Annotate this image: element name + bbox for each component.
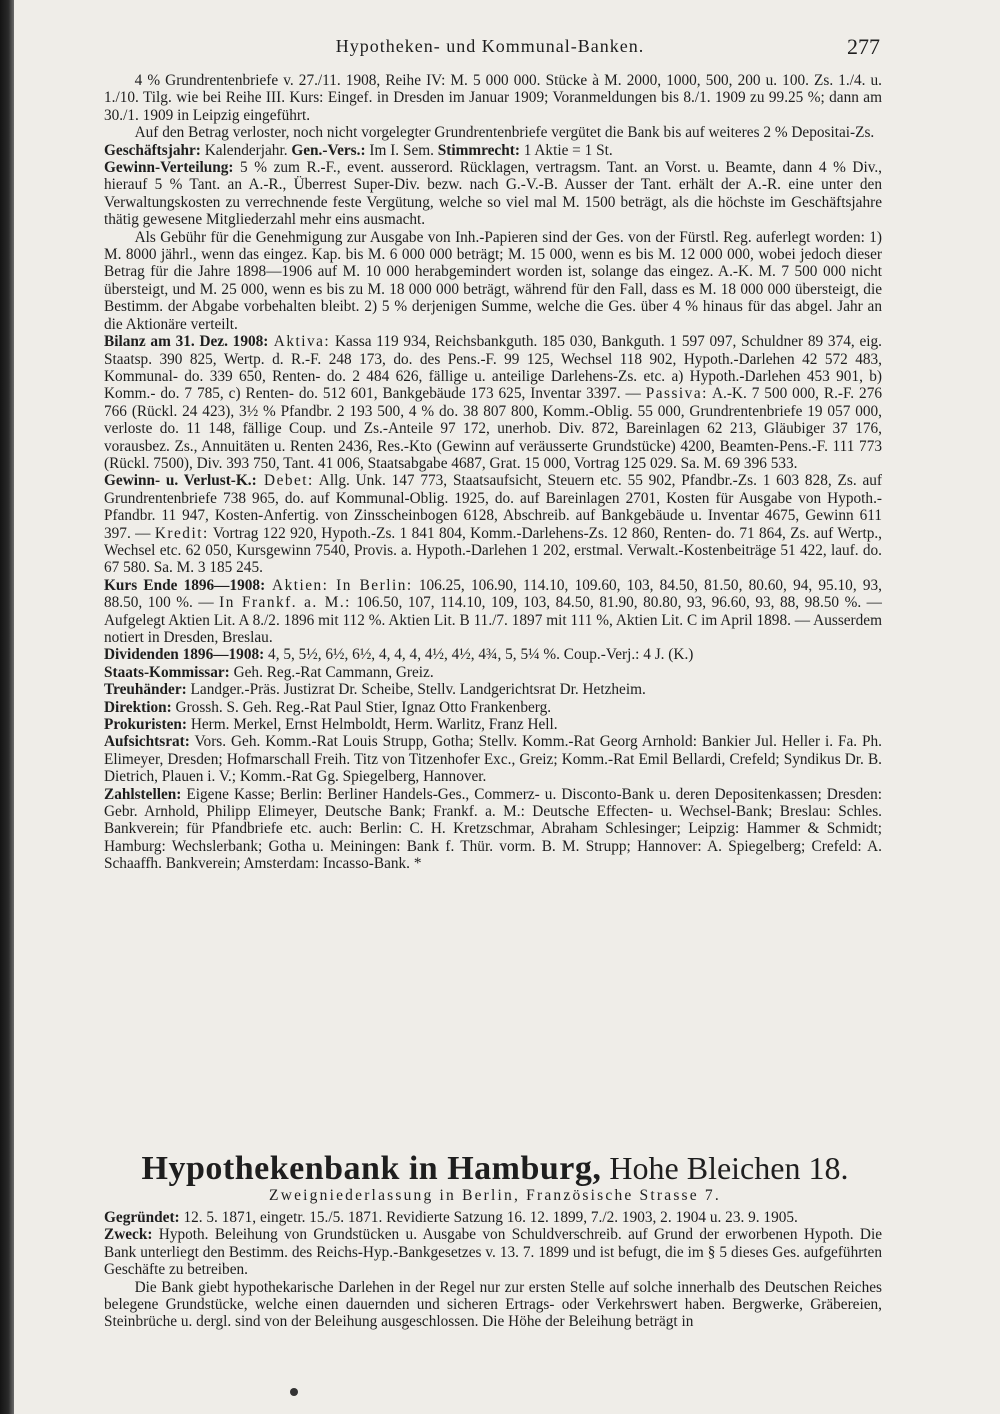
label-direktion: Direktion: [104,698,172,716]
label-gen-vers: Gen.-Vers.: [291,141,366,159]
paragraph-zweck [104,1226,882,1278]
text-gegruendet: 12. 5. 1871, eingetr. 15./5. 1871. Revidierte Satzung 16. 12. 1899, 7./2. 1903, 2. 1904 u. 23. 9. 1905. [179,1209,798,1226]
label-prokuristen: Prokuristen: [104,716,187,734]
paragraph-gewinn-verteilung [104,159,882,229]
label-aufsichtsrat: Aufsichtsrat: [104,733,190,751]
text-kurs-frankfurt: 106.50, 107, 114.10, 109, 103, 84.50, 81.90, 80.80, 93, 96.60, 93, 88, 98.50 %. — Aufgelegt Aktien Lit. A 8./2. 1896 mit 112 %. Aktien Lit. B 11./7. 1897 mit 111 %, Aktien Lit. C im April 1898. — Ausserdem notiert in Dresden, Breslau. [104,594,882,646]
binding-edge [0,0,14,1414]
paragraph-aufsichtsrat [104,733,882,785]
paragraph-direktion [104,699,882,716]
paragraph-gewinn-verlust [104,472,882,576]
text-kurs-berlin: 106.25, 106.90, 114.10, 109.60, 103, 84.50, 81.50, 80.60, 94, 95.10, 93, 88.50, 100 %. — [104,576,882,612]
section-hypothekenbank-hamburg [104,1209,882,1331]
label-dividenden: Dividenden 1896—1908: [104,646,265,664]
paragraph-kurs [104,577,882,647]
company-address: Hohe Bleichen 18. [601,1150,849,1186]
label-kurs-frankfurt: In Frankf. a. M.: [219,594,351,612]
label-treuhaender: Treuhänder: [104,681,187,699]
label-staats-kommissar: Staats-Kommissar: [104,663,230,681]
label-passiva: Passiva: [645,385,708,403]
text-zweck: Hypoth. Beleihung von Grundstücken u. Ausgabe von Schuldverschreib. auf Grund der erworbenen Hypoth. Die Bank unterliegt den Bestimm. des Reichs-Hyp.-Bankgesetzes v. 13. 7. 1899 und ist befugt, die im § 5 dieses Ges. aufgeführten Geschäfte zu betreiben. [104,1226,882,1279]
text-staats-kommissar: Geh. Reg.-Rat Cammann, Greiz. [229,663,434,681]
text-prokuristen: Herm. Merkel, Ernst Helmboldt, Herm. Warlitz, Franz Hell. [187,716,558,734]
label-zweck: Zweck: [104,1226,153,1244]
paragraph-gegruendet [104,1209,882,1226]
company-title [100,1150,890,1188]
text-zahlstellen: Eigene Kasse; Berlin: Berliner Handels-Ges., Commerz- u. Disconto-Bank u. deren Depositenkassen; Dresden: Gebr. Arnhold, Philipp Elimeyer, Deutsche Bank; Frankf. a. M.: Deutsche Effecten- u. Wechsel-Bank; Breslau: Schles. Bankverein; für Pfandbriefe etc. auch: Berlin: C. H. Kretzschmar, Abraham Schlesinger; Leipzig: Hammer & Schmidt; Hamburg: Wechslerbank; Gotha u. Meiningen: Bank f. Thür. vorm. B. M. Strupp; Hannover: A. Spiegelberg; Crefeld: A. Schaaffh. Bankverein; Amsterdam: Incasso-Bank. * [104,785,882,873]
paragraph-gebuehr: Als Gebühr für die Genehmigung zur Ausgabe von Inh.-Papieren sind der Ges. von der Fürstl. Reg. auferlegt worden: 1) M. 8000 jährl., wenn das eingez. Kap. bis M. 6 000 000 beträgt; M. 15 000, wenn es bis M. 12 000 000, wobei jedoch dieser Betrag für die Jahre 1898—1906 auf M. 10 000 herabgemindert worden ist, solange das eingez. A.-K. M. 7 500 000 nicht übersteigt, und M. 25 000, wenn es bis zu M. 18 000 000 beträgt, während für den Fall, dass es M. 18 000 000 übersteigt, die Bestimm. der Abgabe vorbehalten bleibt. 2) 5 % derjenigen Summe, welche die Ges. über 4 % hinaus für das abgel. Jahr an die Aktionäre verteilt. [104,228,882,333]
paragraph-bilanz [104,333,882,472]
page-number: 277 [847,34,880,59]
text-geschaeftsjahr: Kalenderjahr. [200,141,292,159]
paragraph-treuhaender [104,681,882,698]
paragraph-verloste-briefe: Auf den Betrag verloster, noch nicht vorgelegter Grundrentenbriefe vergütet die Bank bis auf weiteres 2 % Depositai-Zs. [134,124,875,142]
paragraph-grundrentenbriefe: 4 % Grundrentenbriefe v. 27./11. 1908, Reihe IV: M. 5 000 000. Stücke à M. 2000, 1000, 500, 200 u. 100. Zs. 1./4. u. 1./10. Tilg. wie bei Reihe III. Kurs: Eingef. in Dresden im Januar 1909; Voranmeldungen bis 8./1. 1909 zu 99.25 %; dann am 30./1. 1909 in Leipzig eingeführt. [104,72,882,124]
text-gen-vers: Im I. Sem. [365,141,438,159]
label-debet: Debet: [256,472,314,490]
text-gewinn-verteilung: 5 % zum R.-F., event. ausserord. Rücklagen, vertragsm. Tant. an Vorst. u. Beamte, dann 4 % Div., hierauf 5 % Tant. an A.-R., Überrest Super-Div. bezw. nach G.-V.-B. Ausser der Tant. erhält der A.-R. eine unter den Verwaltungskosten zu verrechnende feste Vergütung, welche so viel mal M. 1500 beträgt, als die höchste im Geschäftsjahre thätig gewesene Mitgliederzahl mehr eins ausmacht. [104,159,882,229]
label-geschaeftsjahr: Geschäftsjahr: [104,141,201,159]
text-stimmrecht: 1 Aktie = 1 St. [519,141,613,159]
text-aufsichtsrat: Vors. Geh. Komm.-Rat Louis Strupp, Gotha; Stellv. Komm.-Rat Georg Arnhold: Bankier Jul. Heller i. Fa. Ph. Elimeyer, Dresden; Hofmarschall Freih. Titz von Titzenhofer Exc., Greiz; Komm.-Rat Emil Bellardi, Crefeld; Syndikus Dr. B. Dietrich, Plauen i. V.; Komm.-Rat Gg. Spiegelberg, Hannover. [104,733,882,786]
label-gegruendet: Gegründet: [104,1209,180,1226]
text-dividenden: 4, 5, 5½, 6½, 6½, 4, 4, 4, 4½, 4½, 4¾, 5, 5¼ %. Coup.-Verj.: 4 J. (K.) [264,646,694,664]
paragraph-geschaeftsjahr [104,142,882,159]
label-bilanz: Bilanz am 31. Dez. 1908: [104,333,269,351]
page-header [100,34,880,64]
text-kredit: Vortrag 122 920, Hypoth.-Zs. 1 841 804, Komm.-Darlehens-Zs. 12 860, Renten- do. 71 864, Zs. auf Wertp., Wechsel etc. 62 050, Kursgewinn 7540, Provis. a. Hypoth.-Darlehen 1 202, erstmal. Verwalt.-Kostenbeiträge 51 422, lauf. do. 67 580. Sa. M. 3 185 245. [104,524,882,577]
label-kurs-berlin: Aktien: In Berlin: [265,576,413,594]
paragraph-staats-kommissar [104,664,882,681]
section-grundrentenbank [104,72,882,873]
paragraph-zahlstellen [104,786,882,873]
label-kredit: Kredit: [154,524,209,542]
text-passiva: A.-K. 7 500 000, R.-F. 276 766 (Rückl. 24 423), 3½ % Pfandbr. 2 193 500, 4 % do. 38 807 800, Komm.-Oblig. 55 000, Grundrentenbriefe 19 057 000, verloste do. 11 148, fällige Coup. und Zs.-Anteile 97 172, unerhob. Div. 872, Bareinlagen 62 213, Gläubiger 37 176, vorausbez. Zs., Annuitäten u. Renten 2436, Res.-Kto (Gewinn auf veräusserte Grundstücke) 4200, Beamten-Pens.-F. 111 773 (Rückl. 7500), Div. 393 750, Tant. 41 006, Staatsabgabe 4687, Grat. 15 000, Vortrag 125 029. Sa. M. 69 396 533. [104,385,882,472]
label-zahlstellen: Zahlstellen: [104,785,182,803]
ink-speck [290,1388,298,1396]
text-aktiva: Kassa 119 934, Reichsbankguth. 185 030, Bankguth. 1 597 097, Schuldner 89 374, eig. Staatsp. 390 825, Wertp. d. R.-F. 248 173, do. des Pens.-F. 99 125, Wechsel 118 902, Hypoth.-Darlehen 42 572 483, Kommunal- do. 339 650, Renten- do. 2 484 626, fällige u. anteilige Darlehens-Zs. etc. a) Hypoth.-Darlehen 453 901, b) Komm.- do. 7 785, c) Renten- do. 512 601, Bankgebäude 173 625, Inventar 3397. — [104,333,882,403]
company-branch: Zweigniederlassung in Berlin, Französische Strasse 7. [269,1187,721,1204]
label-aktiva: Aktiva: [268,333,331,351]
paragraph-prokuristen [104,716,882,733]
paragraph-dividenden [104,646,882,663]
label-gewinn-verlust: Gewinn- u. Verlust-K.: [104,472,257,490]
text-treuhaender: Landger.-Präs. Justizrat Dr. Scheibe, Stellv. Landgerichtsrat Dr. Hetzheim. [186,681,646,699]
text-direktion: Grossh. S. Geh. Reg.-Rat Paul Stier, Ignaz Otto Frankenberg. [171,698,552,716]
label-kurs: Kurs Ende 1896—1908: [104,576,266,594]
running-head: Hypotheken- und Kommunal-Banken. [335,36,645,56]
label-stimmrecht: Stimmrecht: [437,141,520,159]
text-debet: Allg. Unk. 147 773, Staatsaufsicht, Steuern etc. 55 902, Pfandbr.-Zs. 1 603 828, Zs. auf Grundrentenbriefe 738 965, do. auf Kommunal-Oblig. 1925, do. auf Bareinlagen 2701, Kosten für Ausgabe von Hypoth.-Pfandbr. 11 947, Kosten-Anfertig. von Zinsscheinbogen 6128, Abschreib. auf Bankgebäude u. Inventar 4675, Gewinn 611 397. — [104,472,882,542]
label-gewinn-verteilung: Gewinn-Verteilung: [104,159,234,177]
company-name: Hypothekenbank in Hamburg, [141,1150,602,1187]
paragraph-darlehen: Die Bank giebt hypothekarische Darlehen in der Regel nur zur ersten Stelle auf solche innerhalb des Deutschen Reiches belegene Grundstücke, welche einen dauernden und sicheren Ertrags- oder Verkehrswert haben. Bergwerke, Gräbereien, Steinbrüche u. dergl. sind von der Beleihung ausgeschlossen. Die Höhe der Beleihung beträgt in [104,1278,882,1331]
